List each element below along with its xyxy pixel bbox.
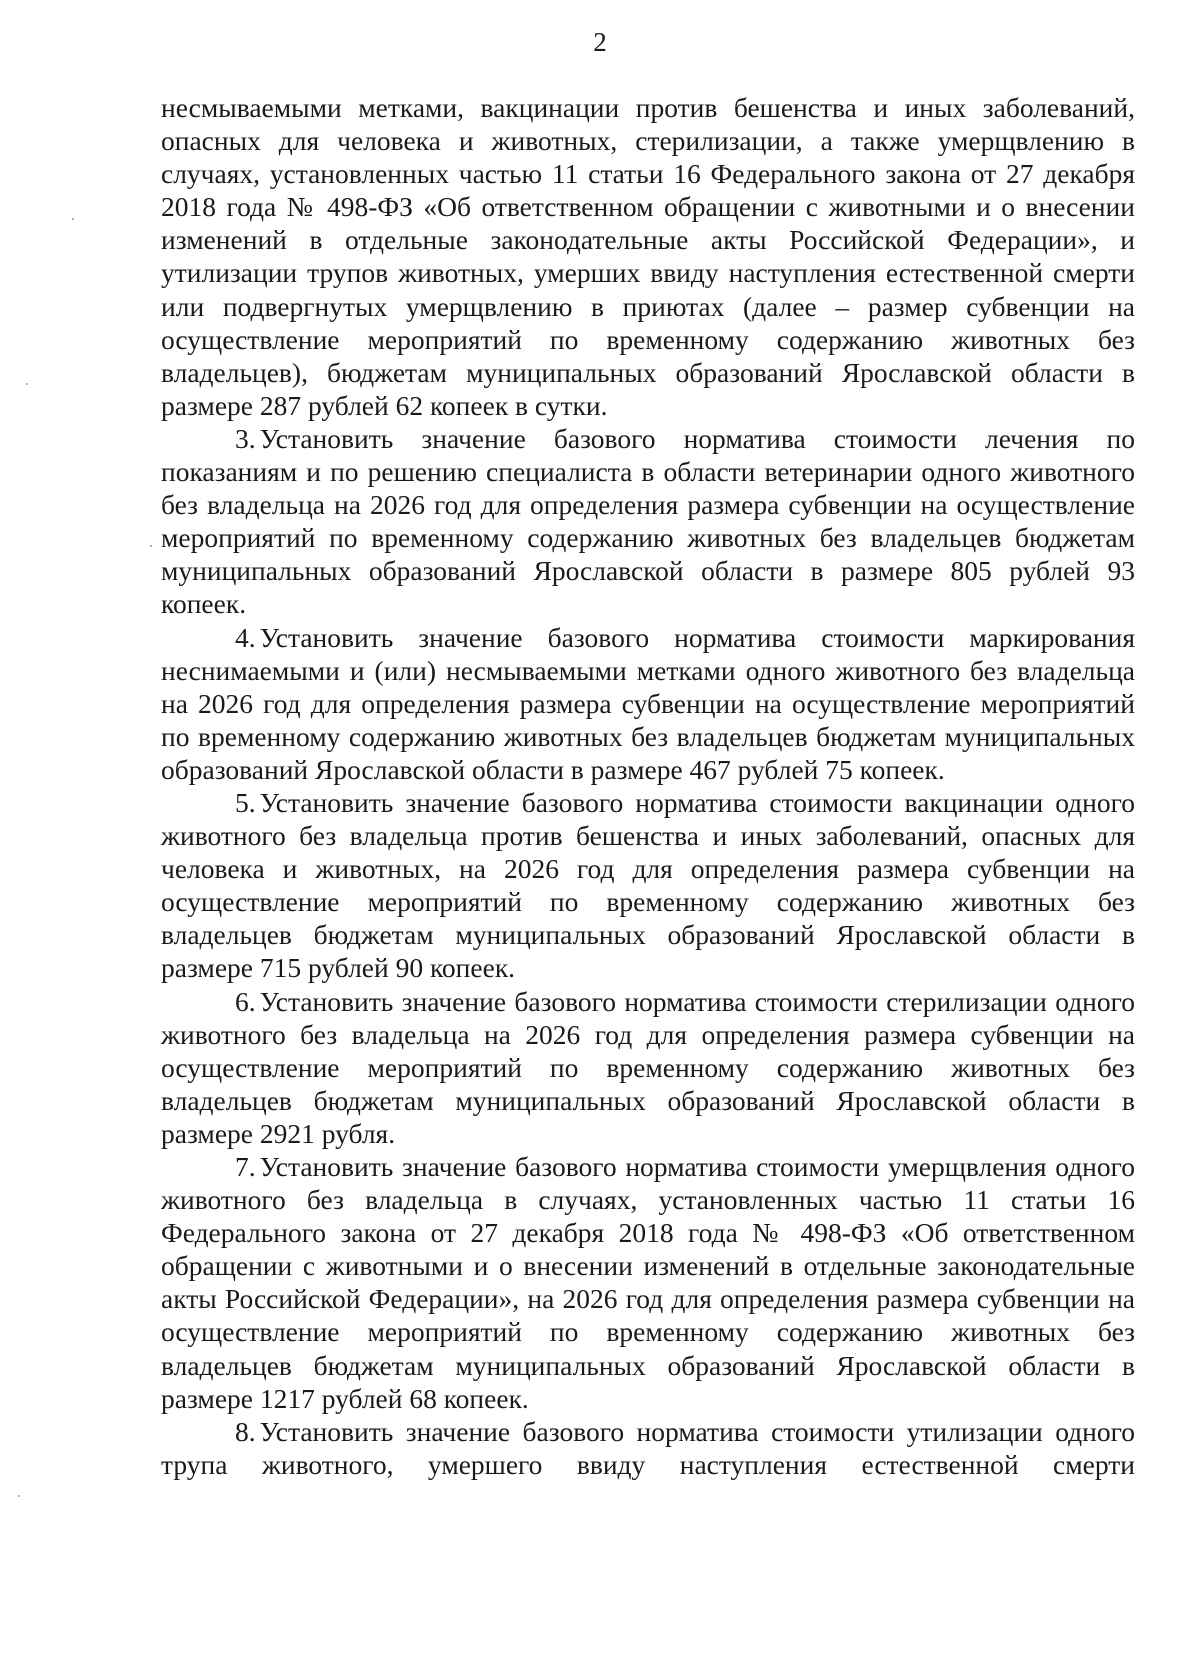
paragraph-continuation [161,91,1135,422]
paragraph-item-6 [161,985,1135,1150]
scan-speck [150,545,152,547]
item-number: 4. [235,621,256,653]
item-number: 5. [235,786,256,818]
document-body [161,91,1135,1481]
paragraph-text: несмываемыми метками, вакцинации против бешенства и иных заболеваний, опасных для человека и животных, стерилизации, а также умерщвлению в случаях, установленных частью 11 статьи 16 Федерального закона от 27 декабря 2018 года № 498-ФЗ «Об ответственном обращении с животными и о внесении изменений в отдельные законодательные акты Российской Федерации», и утилизации трупов животных, умерших ввиду наступления естественной смерти или подвергнутых умерщвлению в приютах (далее – размер субвенции на осуществление мероприятий по временному содержанию животных без владельцев), бюджетам муниципальных образований Ярославской области в размере 287 рублей 62 копеек в сутки. [161,92,1135,421]
paragraph-item-3 [161,422,1135,621]
item-number: 6. [235,985,256,1017]
scan-speck [72,218,74,220]
paragraph-text: Установить значение базового норматива стоимости стерилизации одного животного без владельца на 2026 год для определения размера субвенции на осуществление мероприятий по временному содержанию животных без владельцев бюджетам муниципальных образований Ярославской области в размере 2921 рубля. [161,985,1135,1149]
paragraph-item-4 [161,621,1135,786]
item-number: 3. [235,422,256,454]
paragraph-item-5 [161,786,1135,985]
paragraph-text: Установить значение базового норматива стоимости лечения по показаниям и по решению специалиста в области ветеринарии одного животного без владельца на 2026 год для определения размера субвенции на осуществление мероприятий по временному содержанию животных без владельцев бюджетам муниципальных образований Ярославской области в размере 805 рублей 93 копеек. [161,422,1135,620]
paragraph-text: Установить значение базового норматива стоимости вакцинации одного животного без владельца против бешенства и иных заболеваний, опасных для человека и животных, на 2026 год для определения размера субвенции на осуществление мероприятий по временному содержанию животных без владельцев бюджетам муниципальных образований Ярославской области в размере 715 рублей 90 копеек. [161,786,1135,984]
paragraph-item-8 [161,1415,1135,1481]
paragraph-text: Установить значение базового норматива стоимости маркирования неснимаемыми и (или) несмываемыми метками одного животного без владельца на 2026 год для определения размера субвенции на осуществление мероприятий по временному содержанию животных без владельцев бюджетам муниципальных образований Ярославской области в размере 467 рублей 75 копеек. [161,621,1135,785]
scan-speck [18,1495,20,1497]
paragraph-text: Установить значение базового норматива стоимости утилизации одного трупа животного, умершего ввиду наступления естественной смерти [161,1415,1135,1480]
scan-speck [26,383,28,385]
paragraph-item-7 [161,1150,1135,1415]
item-number: 7. [235,1151,256,1182]
page-number: 2 [593,27,607,57]
item-number: 8. [235,1415,256,1447]
paragraph-text: Установить значение базового норматива стоимости умерщвления одного животного без владельца в случаях, установленных частью 11 статьи 16 Федерального закона от 27 декабря 2018 года № 498-ФЗ «Об ответственном обращении с животными и о внесении изменений в отдельные законодательные акты Российской Федерации», на 2026 год для определения размера субвенции на осуществление мероприятий по временному содержанию животных без владельцев бюджетам муниципальных образований Ярославской области в размере 1217 рублей 68 копеек. [161,1151,1135,1414]
